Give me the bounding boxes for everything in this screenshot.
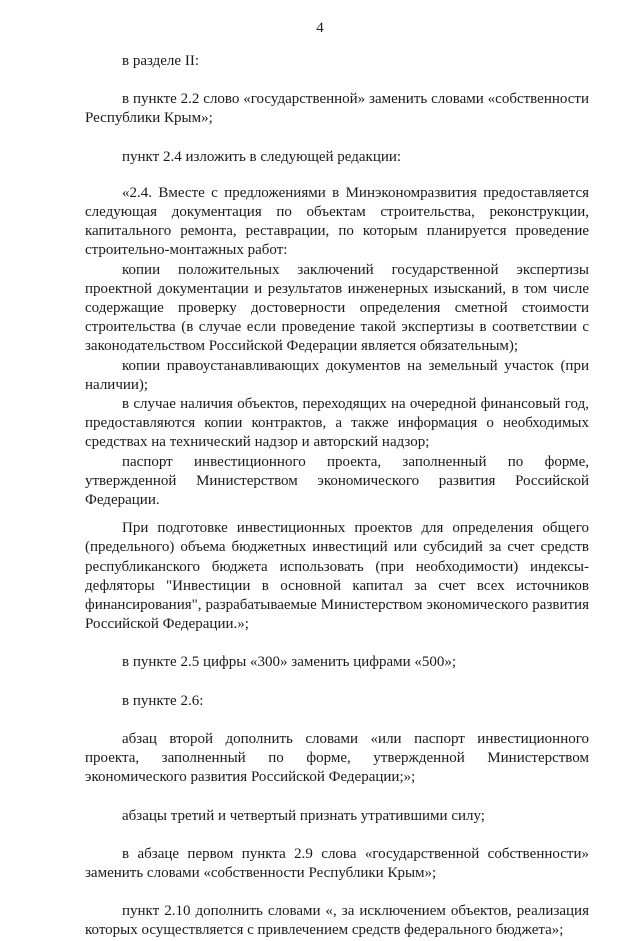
section-heading-paragraph: в разделе II: (122, 53, 199, 69)
paragraph-item-2-2: в пункте 2.2 слово «государственной» заменить словами «собственности Республики Крым»; (85, 91, 589, 127)
paragraph-deflators: При подготовке инвестиционных проектов для определения общего (предельного) объема бюджетных инвестиций или субсидий за счет средств республиканского бюджета использовать (при необходимости) индексы-дефляторы "Инвестиции в основной капитал за счет всех источников финансирования", разрабатываемые Министерством экономического развития Российской Федерации.»; (85, 520, 589, 633)
page-number: 4 (316, 20, 324, 36)
paragraph-item-2-4-intro: пункт 2.4 изложить в следующей редакции: (122, 148, 402, 165)
paragraph-item-2-10: пункт 2.10 дополнить словами «, за исключением объектов, реализация которых осуществляется с привлечением средств федерального бюджета»; (85, 903, 589, 939)
list-item-contracts: в случае наличия объектов, переходящих на очередной финансовый год, предоставляются копии контрактов, а также информация о необходимых средствах на технический надзор и авторский надзор; (85, 396, 589, 451)
document-body (85, 52, 589, 941)
paragraph-item-2-6-second: абзац второй дополнить словами «или паспорт инвестиционного проекта, заполненный по форме, утвержденной Министерством экономического развития Российской Федерации;»; (85, 730, 589, 786)
list-item-land-documents: копии правоустанавливающих документов на земельный участок (при наличии); (85, 357, 589, 393)
paragraph-item-2-4-text: «2.4. Вместе с предложениями в Минэкономразвития предоставляется следующая документация по объектам строительства, реконструкции, капитального ремонта, реставрации, по которым планируется проведение строительно-монтажных работ: (85, 184, 589, 259)
paragraph-item-2-5: в пункте 2.5 цифры «300» заменить цифрами «500»; (122, 654, 457, 671)
list-item-passport: паспорт инвестиционного проекта, заполненный по форме, утвержденной Министерством экономического развития Российской Федерации. (85, 453, 589, 509)
paragraph-item-2-6-third-fourth: абзацы третий и четвертый признать утратившими силу; (122, 807, 485, 824)
list-item-expertise: копии положительных заключений государственной экспертизы проектной документации и результатов инженерных изысканий, в том числе содержащие проверку достоверности определения сметной стоимости строительства (в случае если проведение такой экспертизы в соответствии с законодательством Российской Федерации является обязательным); (85, 261, 589, 355)
paragraph-item-2-6-intro: в пункте 2.6: (122, 692, 204, 709)
paragraph-item-2-9: в абзаце первом пункта 2.9 слова «государственной собственности» заменить словами «собственности Республики Крым»; (85, 845, 589, 881)
